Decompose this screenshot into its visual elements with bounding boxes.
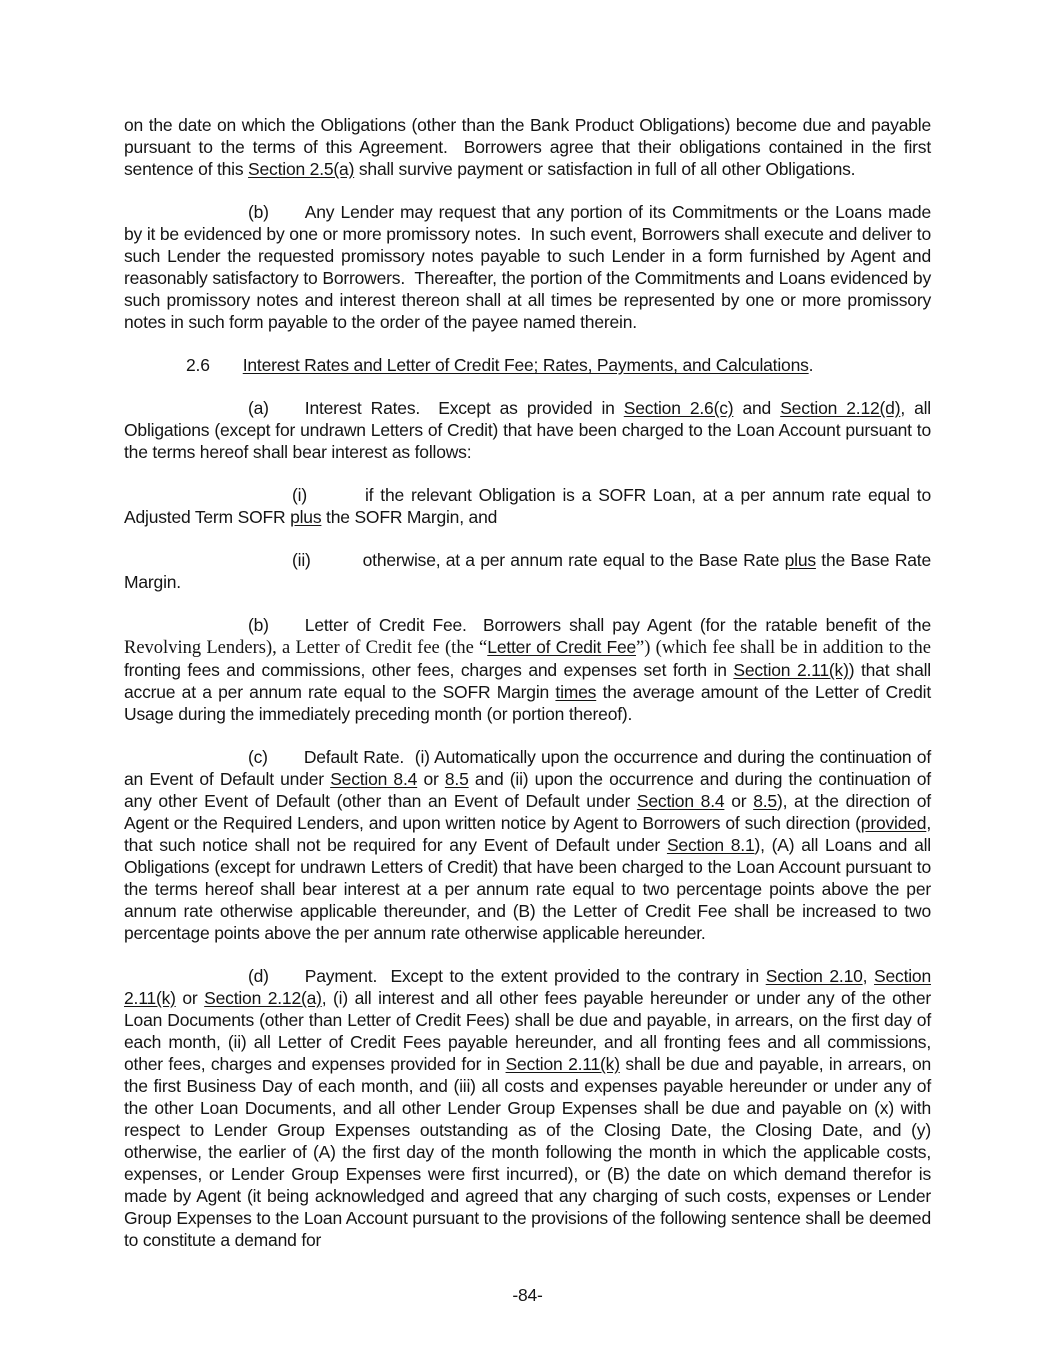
underlined-reference: 8.5: [444, 769, 469, 789]
underlined-reference: Section 2.11(k): [505, 1054, 620, 1074]
text-run: (c): [248, 747, 268, 767]
underlined-reference: provided: [860, 813, 927, 833]
text-run: (i): [292, 485, 307, 505]
text-run: Revolving Lenders), a Letter of Credit fee (the “: [124, 638, 488, 658]
clause-ii-base-rate: [124, 549, 931, 593]
text-run: and (ii) upon the occurrence and during the continuation of any other Event of Default (other than an Event of Default under: [124, 769, 931, 811]
text-run: or: [175, 988, 205, 1008]
text-run: or: [417, 769, 445, 789]
underlined-reference: Section 2.10: [765, 966, 863, 986]
underlined-reference: Section 2.11(k): [124, 966, 931, 1008]
text-run: otherwise, at a per annum rate equal to the Base Rate: [362, 550, 785, 570]
text-run: (d): [248, 966, 269, 986]
heading-section-2-6: [124, 354, 931, 376]
text-run: .: [808, 355, 814, 375]
paragraph-b-promissory-notes: [124, 201, 931, 333]
underlined-reference: Section 2.12(a): [204, 988, 322, 1008]
tab-space: [269, 630, 305, 631]
text-run: shall survive payment or satisfaction in full of all other Obligations.: [354, 159, 856, 179]
tab-space: [210, 370, 243, 371]
text-run: , that such notice shall not be required for any Event of Default under: [124, 813, 931, 855]
text-run: Letter of Credit Fee. Borrowers shall pay Agent (for the ratable benefit of the: [304, 615, 931, 635]
text-run: Any Lender may request that any portion of its Commitments or the Loans made by it be evidenced by one or more promissory notes. In such event, Borrowers shall execute and deliver to such Lender the requested promissory notes payable to such Lender in a form furnished by Agent and reasonably satisfactory to Borrowers. Thereafter, the portion of the Commitments and Loans evidenced by such promissory notes and interest thereon shall at all times be represented by one or more promissory notes in such form payable to the order of the payee named therein.: [124, 202, 931, 332]
text-run: (b): [248, 202, 269, 222]
underlined-reference: Section 2.5(a): [248, 159, 355, 179]
underlined-reference: Letter of Credit Fee: [487, 637, 637, 657]
paragraph-a-interest-rates: [124, 397, 931, 463]
tab-space: [307, 500, 365, 501]
text-run: the average amount of the Letter of Credit Usage during the immediately preceding month (or portion thereof).: [124, 682, 931, 724]
underlined-reference: Section 2.6(c): [623, 398, 734, 418]
underlined-reference: 8.5: [753, 791, 777, 811]
paragraph-b-letter-of-credit-fee: [124, 614, 931, 725]
paragraph-survival-continuation: [124, 114, 931, 180]
tab-space: [269, 413, 305, 414]
text-run: the Base Rate Margin.: [124, 550, 931, 592]
text-run: if the relevant Obligation is a SOFR Loan, at a per annum rate equal to Adjusted Term SOFR: [124, 485, 931, 527]
underlined-reference: plus: [290, 507, 322, 527]
text-run: ,: [862, 966, 875, 986]
underlined-reference: times: [555, 682, 597, 702]
underlined-reference: plus: [784, 550, 816, 570]
text-run: 2.6: [186, 355, 210, 375]
underlined-reference: Section 2.12(d): [780, 398, 901, 418]
text-run: (b): [248, 615, 269, 635]
text-run: Default Rate. (i) Automatically upon the occurrence and during the continuation of an Event of Default under: [124, 747, 931, 789]
text-run: ), (A) all Loans and all Obligations (except for undrawn Letters of Credit) that have been charged to the Loan Account pursuant to the terms hereof shall bear interest at a per annum rate equal to two percentage points above the per annum rate otherwise applicable thereunder, and (B) the Letter of Credit Fee shall be increased to two percentage points above the per annum rate otherwise applicable hereunder.: [124, 835, 931, 943]
underlined-reference: Section 8.1: [666, 835, 755, 855]
document-body: [124, 114, 931, 1272]
underlined-reference: Section 8.4: [330, 769, 418, 789]
tab-space: [269, 217, 305, 218]
text-run: , (i) all interest and all other fees payable hereunder or under any of the other Loan Documents (other than Letter of Credit Fees) shall be due and payable, in arrears, on the first day of each month, (ii) all Letter of Credit Fees payable hereunder, and all fronting fees and all commissions, other fees, charges and expenses provided for in: [124, 988, 931, 1074]
tab-space: [269, 981, 305, 982]
underlined-reference: Section 2.11(k): [733, 660, 849, 680]
text-run: Interest Rates. Except as provided in: [304, 398, 624, 418]
underlined-reference: Interest Rates and Letter of Credit Fee; Rates, Payments, and Calculations: [242, 355, 809, 375]
text-run: ), at the direction of Agent or the Required Lenders, and upon written notice by Agent to Borrowers of such direction (: [124, 791, 931, 833]
text-run: (a): [248, 398, 269, 418]
underlined-reference: Section 8.4: [636, 791, 725, 811]
text-run: the SOFR Margin, and: [321, 507, 498, 527]
text-run: fronting fees and commissions, other fees, charges and expenses set forth in: [124, 660, 734, 680]
paragraph-d-payment: [124, 965, 931, 1251]
text-run: , all Obligations (except for undrawn Letters of Credit) that have been charged to the Loan Account pursuant to the terms hereof shall bear interest as follows:: [124, 398, 931, 462]
text-run: on the date on which the Obligations (other than the Bank Product Obligations) become due and payable pursuant to the terms of this Agreement. Borrowers agree that their obligations contained in the first sentence of this: [124, 115, 931, 179]
tab-space: [311, 565, 363, 566]
page-number: -84-: [512, 1285, 543, 1305]
text-run: Payment. Except to the extent provided to the contrary in: [304, 966, 766, 986]
text-run: or: [724, 791, 754, 811]
paragraph-c-default-rate: [124, 746, 931, 944]
clause-i-sofr-loan: [124, 484, 931, 528]
text-run: (ii): [292, 550, 311, 570]
text-run: ”) (which fee shall be in addition to the: [636, 638, 931, 658]
text-run: ) that shall accrue at a per annum rate equal to the SOFR Margin: [124, 660, 931, 702]
text-run: shall be due and payable, in arrears, on the first Business Day of each month, and (iii) all costs and expenses payable hereunder or under any of the other Loan Documents, and all other Lender Group Expenses shall be due and payable on (x) with respect to Lender Group Expenses outstanding as of the Closing Date, the Closing Date, and (y) otherwise, the earlier of (A) the first day of the month following the month in which the applicable costs, expenses, or Lender Group Expenses were first incurred), or (B) the date on which demand therefor is made by Agent (it being acknowledged and agreed that any charging of such costs, expenses or Lender Group Expenses to the Loan Account pursuant to the provisions of the following sentence shall be deemed to constitute a demand for: [124, 1054, 932, 1250]
tab-space: [268, 762, 304, 763]
text-run: and: [733, 398, 781, 418]
